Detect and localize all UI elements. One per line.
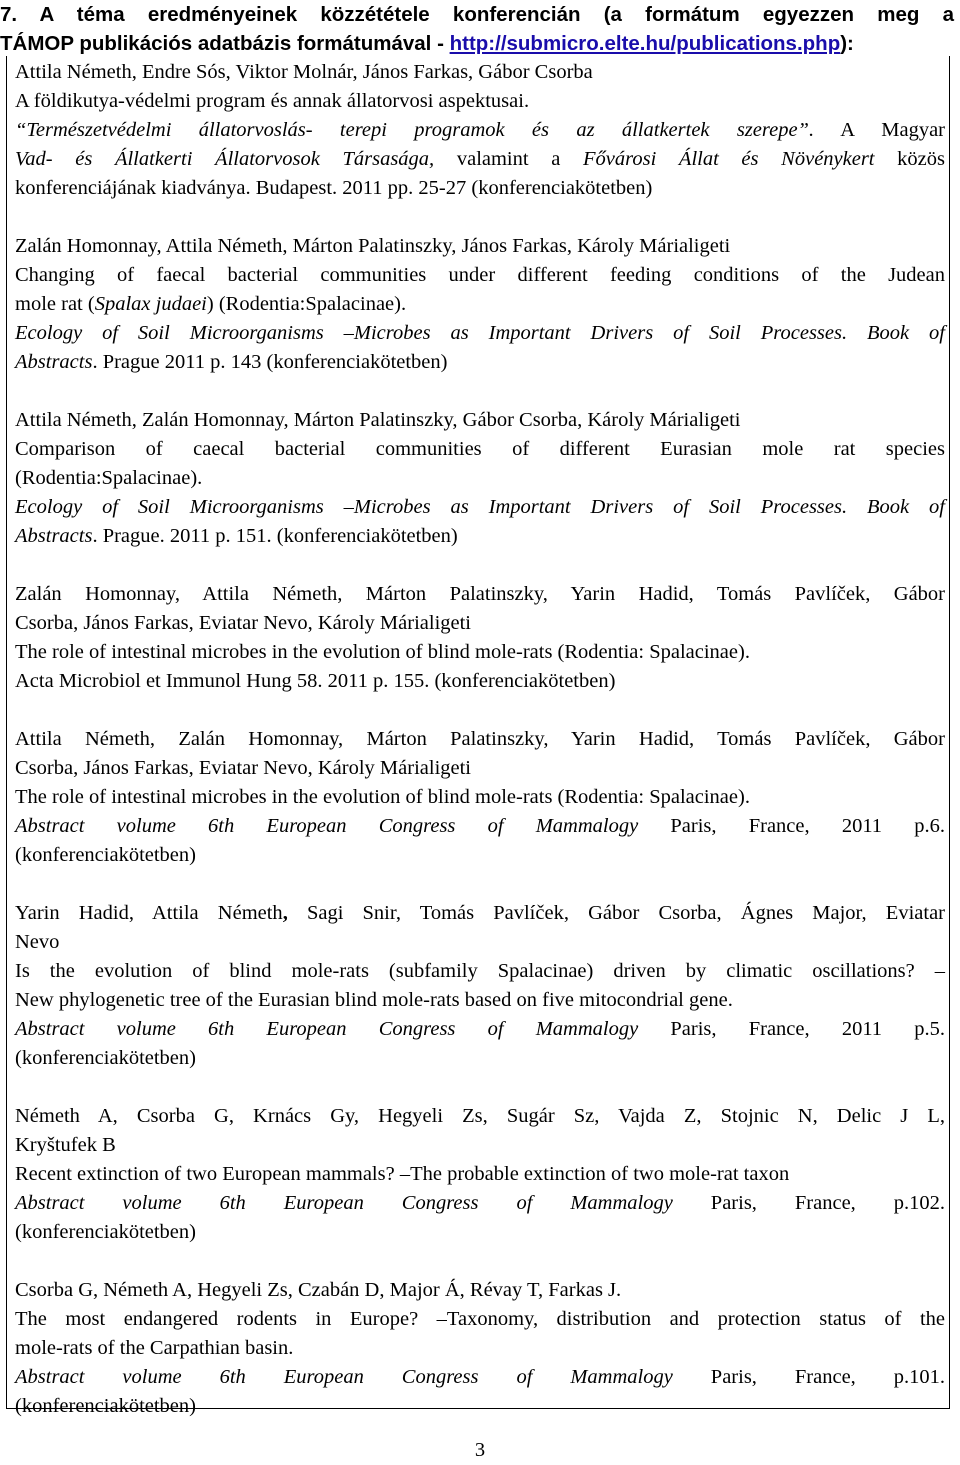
source-tail: (konferenciakötetben) xyxy=(15,844,196,866)
title: A földikutya-védelmi program és annak állatorvosi aspektusai. xyxy=(15,90,530,112)
authors: Zalán Homonnay, Attila Németh, Márton Palatinszky, János Farkas, Károly Márialigeti xyxy=(15,235,731,257)
title: Comparison of caecal bacterial communities of different Eurasian mole rat species xyxy=(15,438,945,460)
publication-entry-2 xyxy=(15,232,945,377)
source-tail: (konferenciakötetben) xyxy=(15,1395,196,1417)
authors: Yarin Hadid, Attila Németh, Sagi Snir, Tomás Pavlíček, Gábor Csorba, Ágnes Major, Eviatar xyxy=(15,902,945,924)
authors-cont: Csorba, János Farkas, Eviatar Nevo, Károly Márialigeti xyxy=(15,757,472,779)
title: Is the evolution of blind mole-rats (subfamily Spalacinae) driven by climatic oscillations? – xyxy=(15,960,945,982)
source: Ecology of Soil Microorganisms –Microbes as Important Drivers of Soil Processes. Book of xyxy=(15,322,945,344)
source: Abstract volume 6th European Congress of Mammalogy Paris, France, p.101. xyxy=(15,1366,945,1388)
title: The most endangered rodents in Europe? –Taxonomy, distribution and protection status of the xyxy=(15,1308,945,1330)
publication-entry-8 xyxy=(15,1276,945,1421)
authors: Attila Németh, Zalán Homonnay, Márton Palatinszky, Yarin Hadid, Tomás Pavlíček, Gábor xyxy=(15,728,945,750)
authors-cont: Kryštufek B xyxy=(15,1134,116,1156)
publication-entry-6 xyxy=(15,899,945,1073)
title: The role of intestinal microbes in the evolution of blind mole-rats (Rodentia: Spalacinae). xyxy=(15,641,750,663)
authors: Attila Németh, Zalán Homonnay, Márton Palatinszky, Gábor Csorba, Károly Márialigeti xyxy=(15,409,741,431)
source: “Természetvédelmi állatorvoslás- terepi programok és az állatkertek szerepe”. A Magyar xyxy=(15,119,945,141)
source-tail: Abstracts. Prague 2011 p. 143 (konferenciakötetben) xyxy=(15,351,448,373)
title: Recent extinction of two European mammals? –The probable extinction of two mole-rat taxon xyxy=(15,1163,790,1185)
publication-entry-4 xyxy=(15,580,945,696)
publications-link[interactable]: http://submicro.elte.hu/publications.php xyxy=(449,32,841,55)
title: Changing of faecal bacterial communities under different feeding conditions of the Judean xyxy=(15,264,945,286)
source: Acta Microbiol et Immunol Hung 58. 2011 p. 155. (konferenciakötetben) xyxy=(15,670,616,692)
source-cont: Vad- és Állatkerti Állatorvosok Társasága, valamint a Fővárosi Állat és Növénykert közös xyxy=(15,148,945,170)
authors: Németh A, Csorba G, Krnács Gy, Hegyeli Zs, Sugár Sz, Vajda Z, Stojnic N, Delic J L, xyxy=(15,1105,945,1127)
publication-entry-7 xyxy=(15,1102,945,1247)
title-cont: (Rodentia:Spalacinae). xyxy=(15,467,203,489)
source: Ecology of Soil Microorganisms –Microbes as Important Drivers of Soil Processes. Book of xyxy=(15,496,945,518)
authors-cont: Csorba, János Farkas, Eviatar Nevo, Károly Márialigeti xyxy=(15,612,472,634)
heading-line-1: 7. A téma eredményeinek közzététele konferencián (a formátum egyezzen meg a xyxy=(0,3,954,26)
publication-entry-1 xyxy=(15,58,945,203)
source: Abstract volume 6th European Congress of Mammalogy Paris, France, p.102. xyxy=(15,1192,945,1214)
source: Abstract volume 6th European Congress of Mammalogy Paris, France, 2011 p.6. xyxy=(15,815,945,837)
title-cont: mole-rats of the Carpathian basin. xyxy=(15,1337,294,1359)
source-tail: (konferenciakötetben) xyxy=(15,1047,196,1069)
source-tail: (konferenciakötetben) xyxy=(15,1221,196,1243)
authors: Zalán Homonnay, Attila Németh, Márton Palatinszky, Yarin Hadid, Tomás Pavlíček, Gábor xyxy=(15,583,945,605)
source: Abstract volume 6th European Congress of Mammalogy Paris, France, 2011 p.5. xyxy=(15,1018,945,1040)
title: The role of intestinal microbes in the evolution of blind mole-rats (Rodentia: Spalacinae). xyxy=(15,786,750,808)
title-cont: New phylogenetic tree of the Eurasian blind mole-rats based on five mitocondrial gene. xyxy=(15,989,733,1011)
source-tail: Abstracts. Prague. 2011 p. 151. (konferenciakötetben) xyxy=(15,525,458,547)
page-number: 3 xyxy=(474,1439,486,1461)
heading-line-2: TÁMOP publikációs adatbázis formátumával - http://submicro.elte.hu/publications.php): xyxy=(0,32,854,55)
source-tail: konferenciájának kiadványa. Budapest. 2011 pp. 25-27 (konferenciakötetben) xyxy=(15,177,653,199)
publication-entry-5 xyxy=(15,725,945,870)
authors: Attila Németh, Endre Sós, Viktor Molnár, János Farkas, Gábor Csorba xyxy=(15,61,593,83)
authors: Csorba G, Németh A, Hegyeli Zs, Czabán D, Major Á, Révay T, Farkas J. xyxy=(15,1279,622,1301)
publication-list xyxy=(15,58,945,1450)
authors-cont: Nevo xyxy=(15,931,60,953)
section-heading xyxy=(0,0,954,58)
title-cont: mole rat (Spalax judaei) (Rodentia:Spalacinae). xyxy=(15,293,407,315)
publication-entry-3 xyxy=(15,406,945,551)
